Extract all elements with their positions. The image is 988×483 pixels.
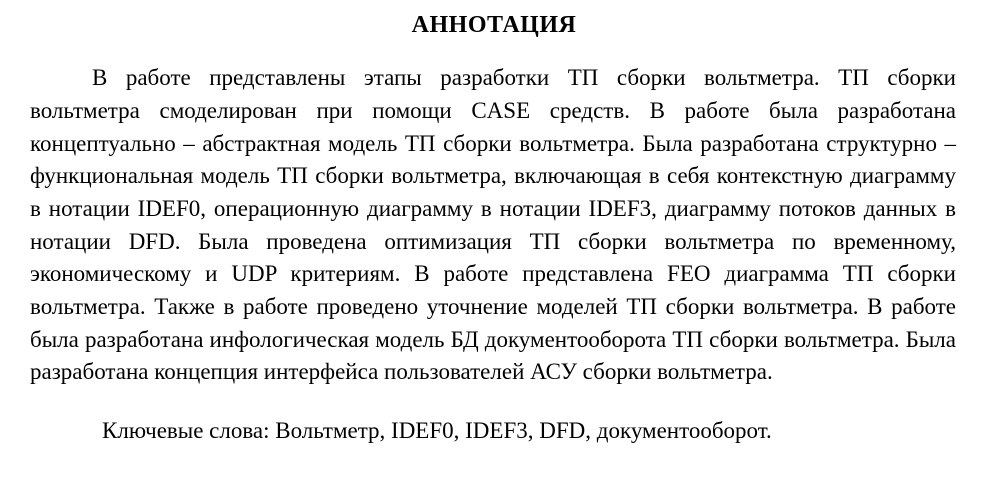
page-title: АННОТАЦИЯ xyxy=(411,12,577,38)
keywords-paragraph: Ключевые слова: Вольтметр, IDEF0, IDEF3, DFD, документооборот. xyxy=(102,417,772,443)
abstract-paragraph: В работе представлены этапы разработки ТП сборки вольтметра. ТП сборки вольтметра смоделирован при помощи CASE средств. В работе была разработана концептуально – абстрактная модель ТП сборки вольтметра. Была разработана структурно – функциональная модель ТП сборки вольтметра, включающая в себя контекстную диаграмму в нотации IDEF0, операционную диаграмму в нотации IDEF3, диаграмму потоков данных в нотации DFD. Была проведена оптимизация ТП сборки вольтметра по временному, экономическому и UDP критериям. В работе представлена FEO диаграмма ТП сборки вольтметра. Также в работе проведено уточнение моделей ТП сборки вольтметра. В работе была разработана инфологическая модель БД документооборота ТП сборки вольтметра. Была разработана концепция интерфейса пользователей АСУ сборки вольтметра. xyxy=(30,65,956,385)
